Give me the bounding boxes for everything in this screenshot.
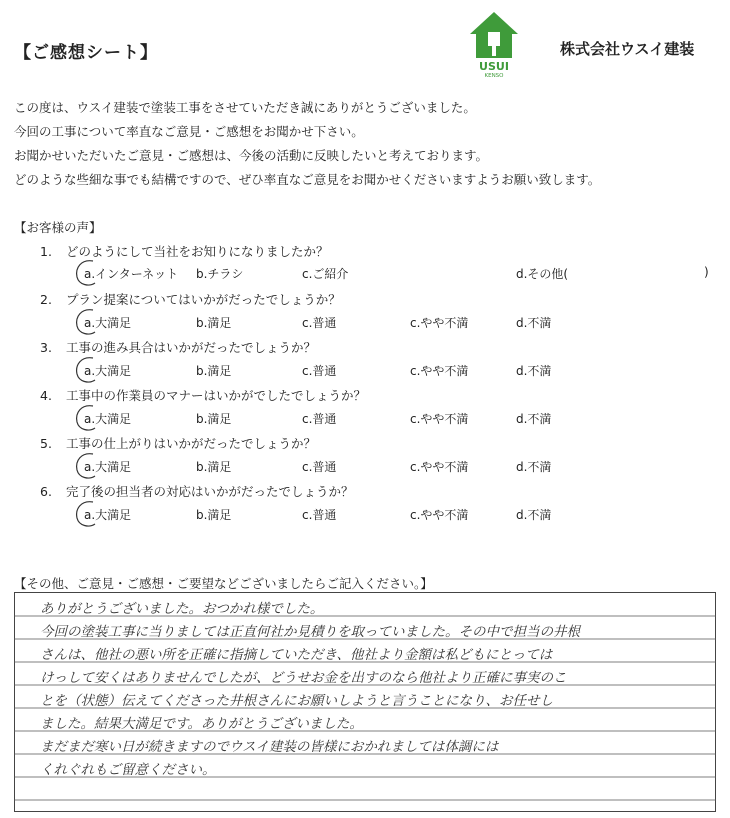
option-c[interactable]: c.ご紹介	[302, 267, 349, 281]
option-b[interactable]: b.満足	[196, 412, 232, 426]
option-c2[interactable]: c.やや不満	[410, 316, 469, 330]
sheet-title: 【ご感想シート】	[14, 43, 158, 63]
option-b[interactable]: b.満足	[196, 316, 232, 330]
selected-circle-mark	[73, 451, 103, 481]
option-b[interactable]: b.チラシ	[196, 267, 244, 281]
company-logo	[466, 10, 522, 78]
option-d[interactable]: d.不満	[516, 316, 552, 330]
option-b[interactable]: b.満足	[196, 460, 232, 474]
question-4	[40, 386, 366, 404]
comment-line: ありがとうございました。おつかれ様でした。	[40, 601, 324, 617]
comment-line: 今回の塗装工事に当りましては正直何社か見積りを取っていました。その中で担当の井根	[40, 624, 580, 640]
handwritten-comment	[40, 598, 720, 782]
question-2-options	[84, 314, 724, 332]
intro-text	[14, 96, 714, 192]
option-c2[interactable]: c.やや不満	[410, 460, 469, 474]
question-5	[40, 434, 316, 452]
intro-line: この度は、ウスイ建装で塗装工事をさせていただき誠にありがとうございました。	[14, 100, 476, 115]
selected-circle-mark	[73, 355, 103, 385]
option-d[interactable]: d.その他(	[516, 267, 569, 281]
question-4-options	[84, 410, 724, 428]
question-text: 工事中の作業員のマナーはいかがでしたでしょうか？	[66, 388, 367, 403]
logo-subtext: KENSO	[484, 73, 504, 78]
option-a[interactable]: a.大満足	[84, 362, 131, 379]
option-c[interactable]: c.普通	[302, 364, 337, 378]
question-3-options	[84, 362, 724, 380]
question-text: プラン提案についてはいかがだったでしょうか？	[66, 292, 341, 307]
question-text: 工事の進み具合はいかがだったでしょうか？	[66, 340, 317, 355]
selected-circle-mark	[73, 499, 103, 529]
option-a[interactable]: a.大満足	[84, 410, 131, 427]
selected-circle-mark	[73, 403, 103, 433]
question-number: 2.	[40, 292, 52, 307]
question-1-options	[84, 265, 724, 283]
question-text: 完了後の担当者の対応はいかがだったでしょうか？	[66, 484, 354, 499]
option-d[interactable]: d.不満	[516, 364, 552, 378]
comment-line: まだまだ寒い日が続きますのでウスイ建装の皆様におかれましては体調には	[40, 739, 499, 755]
selected-circle-mark	[73, 307, 103, 337]
question-6	[40, 482, 354, 500]
question-number: 1.	[40, 244, 52, 259]
option-b[interactable]: b.満足	[196, 508, 232, 522]
comment-line: けっして安くはありませんでしたが、どうせお金を出すのなら他社より正確に事実のこ	[40, 670, 567, 686]
question-number: 3.	[40, 340, 52, 355]
question-number: 4.	[40, 388, 52, 403]
option-d[interactable]: d.不満	[516, 508, 552, 522]
option-c[interactable]: c.普通	[302, 508, 337, 522]
company-name: 株式会社ウスイ建装	[560, 40, 695, 58]
question-text: どのようにして当社をお知りになりましたか？	[66, 244, 329, 259]
selected-circle-mark	[73, 258, 103, 288]
option-b[interactable]: b.満足	[196, 364, 232, 378]
option-c2[interactable]: c.やや不満	[410, 412, 469, 426]
option-c[interactable]: c.普通	[302, 316, 337, 330]
question-6-options	[84, 506, 724, 524]
question-2	[40, 290, 341, 308]
question-text: 工事の仕上がりはいかがだったでしょうか？	[66, 436, 317, 451]
question-number: 5.	[40, 436, 52, 451]
intro-line: お聞かせいただいたご意見・ご感想は、今後の活動に反映したいと考えております。	[14, 148, 489, 163]
option-a[interactable]: a.大満足	[84, 506, 131, 523]
comment-line: ました。結果大満足です。ありがとうございました。	[40, 716, 363, 732]
logo-text: USUI	[479, 60, 509, 73]
other-comments-heading: 【その他、ご意見・ご感想・ご要望などございましたらご記入ください。】	[14, 576, 433, 591]
intro-line: どのような些細な事でも結構ですので、ぜひ率直なご意見をお聞かせくださいますようお願い致します。	[14, 172, 601, 187]
option-c2[interactable]: c.やや不満	[410, 364, 469, 378]
option-c[interactable]: c.普通	[302, 460, 337, 474]
option-d-close-paren: )	[704, 265, 709, 279]
question-3	[40, 338, 316, 356]
option-d[interactable]: d.不満	[516, 460, 552, 474]
question-5-options	[84, 458, 724, 476]
question-number: 6.	[40, 484, 52, 499]
option-a[interactable]: a.大満足	[84, 314, 131, 331]
comment-line: とを（状態）伝えてくださった井根さんにお願いしようと言うことになり、お任せし	[40, 693, 553, 709]
intro-line: 今回の工事について率直なご意見・ご感想をお聞かせ下さい。	[14, 124, 364, 139]
option-a[interactable]: a.インターネット	[84, 265, 178, 282]
option-c[interactable]: c.普通	[302, 412, 337, 426]
option-a[interactable]: a.大満足	[84, 458, 131, 475]
comment-line: くれぐれもご留意ください。	[40, 762, 216, 778]
option-c2[interactable]: c.やや不満	[410, 508, 469, 522]
comment-line: さんは、他社の悪い所を正確に指摘していただき、他社より金額は私どもにとっては	[40, 647, 553, 663]
customer-voice-heading: 【お客様の声】	[14, 220, 102, 235]
option-d[interactable]: d.不満	[516, 412, 552, 426]
